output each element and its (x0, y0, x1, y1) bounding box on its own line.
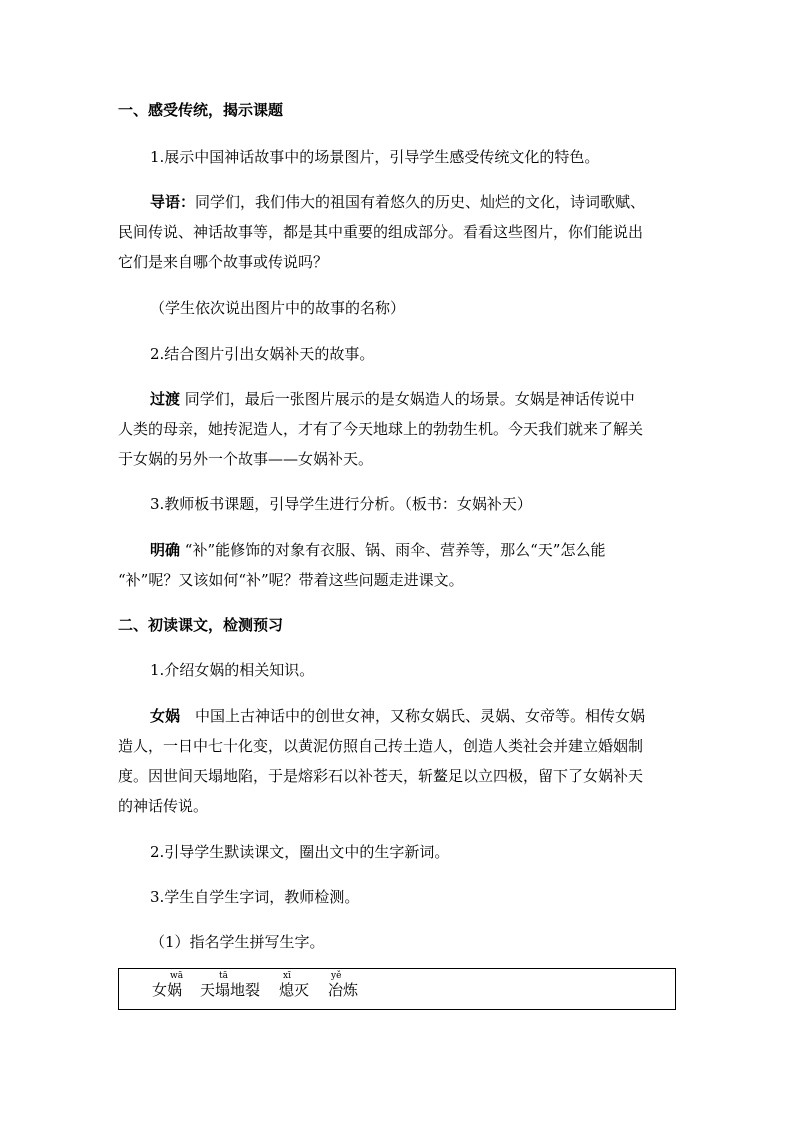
vocab-pinyin: yě (331, 971, 342, 981)
student-note: （学生依次说出图片中的故事的名称） (150, 299, 406, 317)
clarify-line-1 (150, 539, 605, 561)
vocab-box (118, 968, 676, 1010)
transition-line-1 (150, 388, 635, 410)
transition-label: 过渡 (150, 390, 181, 408)
section1-item2: 2.结合图片引出女娲补天的故事。 (150, 345, 375, 363)
transition-text-1: 同学们，最后一张图片展示的是女娲造人的场景。女娲是神话传说中 (180, 390, 635, 408)
nvwa-line-1 (150, 705, 645, 727)
section1-item1: 1.展示中国神话故事中的场景图片，引导学生感受传统文化的特色。 (150, 148, 600, 166)
guide-label: 导语： (150, 193, 196, 211)
section2-item1: 1.介绍女娲的相关知识。 (150, 661, 315, 679)
vocab-word: 天塌地裂 (200, 981, 261, 999)
vocab-word: 熄灭 (279, 981, 310, 999)
section2-item2: 2.引导学生默读课文，圈出文中的生字新词。 (150, 843, 450, 861)
nvwa-line-4: 的神话传说。 (118, 797, 209, 815)
vocab-word: 冶炼 (328, 981, 359, 999)
section2-sub1: （1）指名学生拼写生字。 (150, 933, 325, 951)
vocab-word: 女娲 (152, 981, 183, 999)
guide-text-1: 同学们，我们伟大的祖国有着悠久的历史、灿烂的文化，诗词歌赋、 (195, 193, 646, 211)
guide-line-3: 它们是来自哪个故事或传说吗？ (118, 253, 329, 271)
section2-heading: 二、初读课文，检测预习 (118, 616, 284, 634)
clarify-text-1: “补”能修饰的对象有衣服、锅、雨伞、营养等，那么“天”怎么能 (180, 541, 606, 559)
clarify-label: 明确 (150, 541, 181, 559)
clarify-line-2: “补”呢？又该如何“补”呢？带着这些问题走进课文。 (118, 571, 464, 589)
vocab-pinyin: xī (283, 971, 291, 981)
vocab-pinyin: tā (219, 971, 228, 981)
nvwa-line-2: 造人，一日中七十化变，以黄泥仿照自己抟土造人，创造人类社会并建立婚姻制 (118, 737, 644, 755)
nvwa-label: 女娲 (150, 707, 181, 725)
section1-heading: 一、感受传统，揭示课题 (118, 101, 284, 119)
nvwa-text-1: 中国上古神话中的创世女神，又称女娲氏、灵娲、女帝等。相传女娲 (180, 707, 646, 725)
guide-line-2: 民间传说、神话故事等，都是其中重要的组成部分。看看这些图片，你们能说出 (118, 223, 644, 241)
nvwa-line-3: 度。因世间天塌地陷，于是熔彩石以补苍天，斩鳌足以立四极，留下了女娲补天 (118, 767, 644, 785)
transition-line-2: 人类的母亲，她抟泥造人，才有了今天地球上的勃勃生机。今天我们就来了解关 (118, 420, 644, 438)
section1-item3: 3.教师板书课题，引导学生进行分析。（板书：女娲补天） (150, 495, 532, 513)
vocab-pinyin: wā (170, 971, 184, 981)
guide-line-1 (150, 191, 645, 213)
transition-line-3: 于女娲的另外一个故事——女娲补天。 (118, 450, 374, 468)
section2-item3: 3.学生自学生字词，教师检测。 (150, 888, 360, 906)
